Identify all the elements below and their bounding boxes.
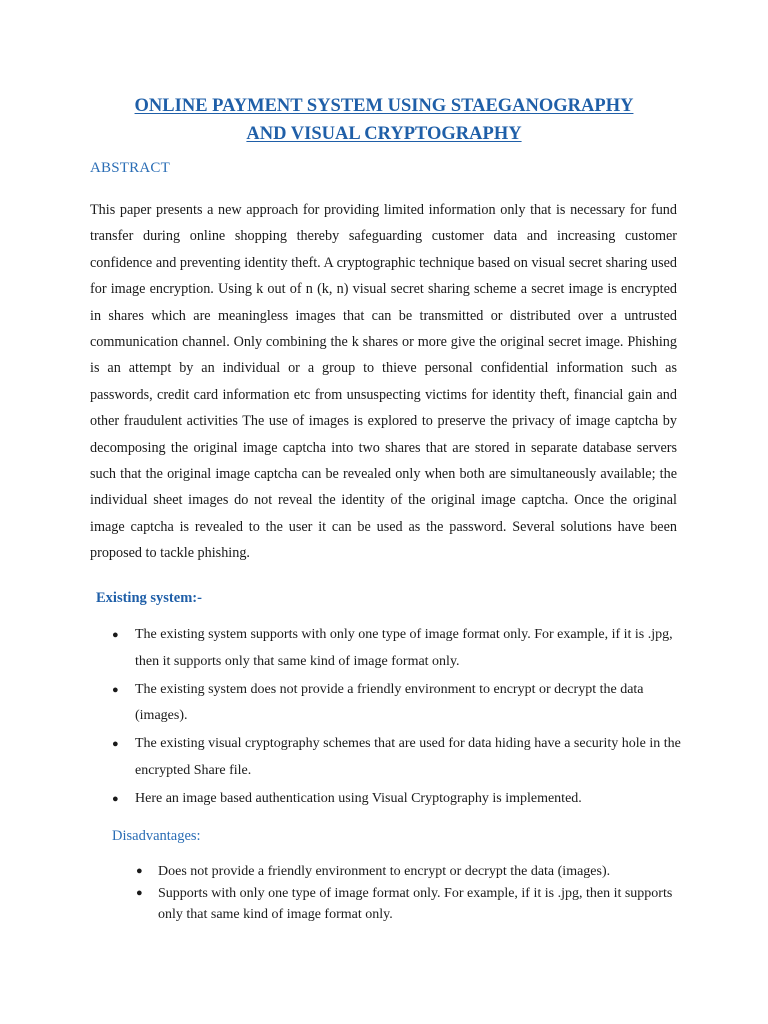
list-item — [112, 731, 682, 784]
bullet-icon: ● — [112, 683, 119, 696]
disadvantages-list — [136, 861, 676, 926]
title-line-1: ONLINE PAYMENT SYSTEM USING STAEGANOGRAPHY — [134, 96, 634, 116]
existing-system-heading: Existing system:- — [96, 590, 202, 606]
list-item — [112, 622, 682, 675]
title-line-2: AND VISUAL CRYPTOGRAPHY — [246, 124, 522, 144]
disadvantages-heading: Disadvantages: — [112, 828, 201, 844]
list-item-text: The existing system does not provide a friendly environment to encrypt or decrypt the data (images). — [135, 681, 644, 723]
list-item — [136, 861, 676, 883]
bullet-icon: ● — [136, 886, 143, 899]
list-item — [112, 786, 682, 813]
bullet-icon: ● — [112, 738, 119, 750]
bullet-icon: ● — [112, 629, 119, 641]
document-title — [60, 92, 708, 148]
abstract-paragraph: This paper presents a new approach for providing limited information only that is necessary for fund transfer during online shopping thereby safeguarding customer data and increasing customer confidence and preventing identity theft. A cryptographic technique based on visual secret sharing used for image encryption. Using k out of n (k, n) visual secret sharing scheme a secret image is encrypted in shares which are meaningless images that can be transmitted or distributed over a untrusted communication channel. Only combining the k shares or more give the original secret image. Phishing is an attempt by an individual or a group to thieve personal confidential information such as passwords, credit card information etc from unsuspecting victims for identity theft, financial gain and other fraudulent activities The use of images is explored to preserve the privacy of image captcha by decomposing the original image captcha into two shares that are stored in separate database servers such that the original image captcha can be revealed only when both are simultaneously available; the individual sheet images do not reveal the identity of the original image captcha. Once the original image captcha is revealed to the user it can be used as the password. Several solutions have been proposed to tackle phishing. — [90, 202, 677, 562]
list-item-text: Does not provide a friendly environment to encrypt or decrypt the data (images). — [158, 864, 611, 879]
existing-system-list — [112, 622, 682, 814]
list-item-text: Supports with only one type of image format only. For example, if it is .jpg, then it supports only that same kind of image format only. — [158, 885, 673, 922]
abstract-heading: ABSTRACT — [90, 160, 170, 176]
bullet-icon: ● — [112, 792, 119, 805]
list-item — [136, 883, 676, 926]
list-item-text: Here an image based authentication using Visual Cryptography is implemented. — [135, 790, 582, 806]
list-item-text: The existing system supports with only one type of image format only. For example, if it is .jpg, then it supports only that same kind of image format only. — [135, 627, 673, 669]
bullet-icon: ● — [136, 865, 143, 877]
list-item — [112, 677, 682, 730]
list-item-text: The existing visual cryptography schemes that are used for data hiding have a security hole in the encrypted Share file. — [135, 736, 681, 778]
